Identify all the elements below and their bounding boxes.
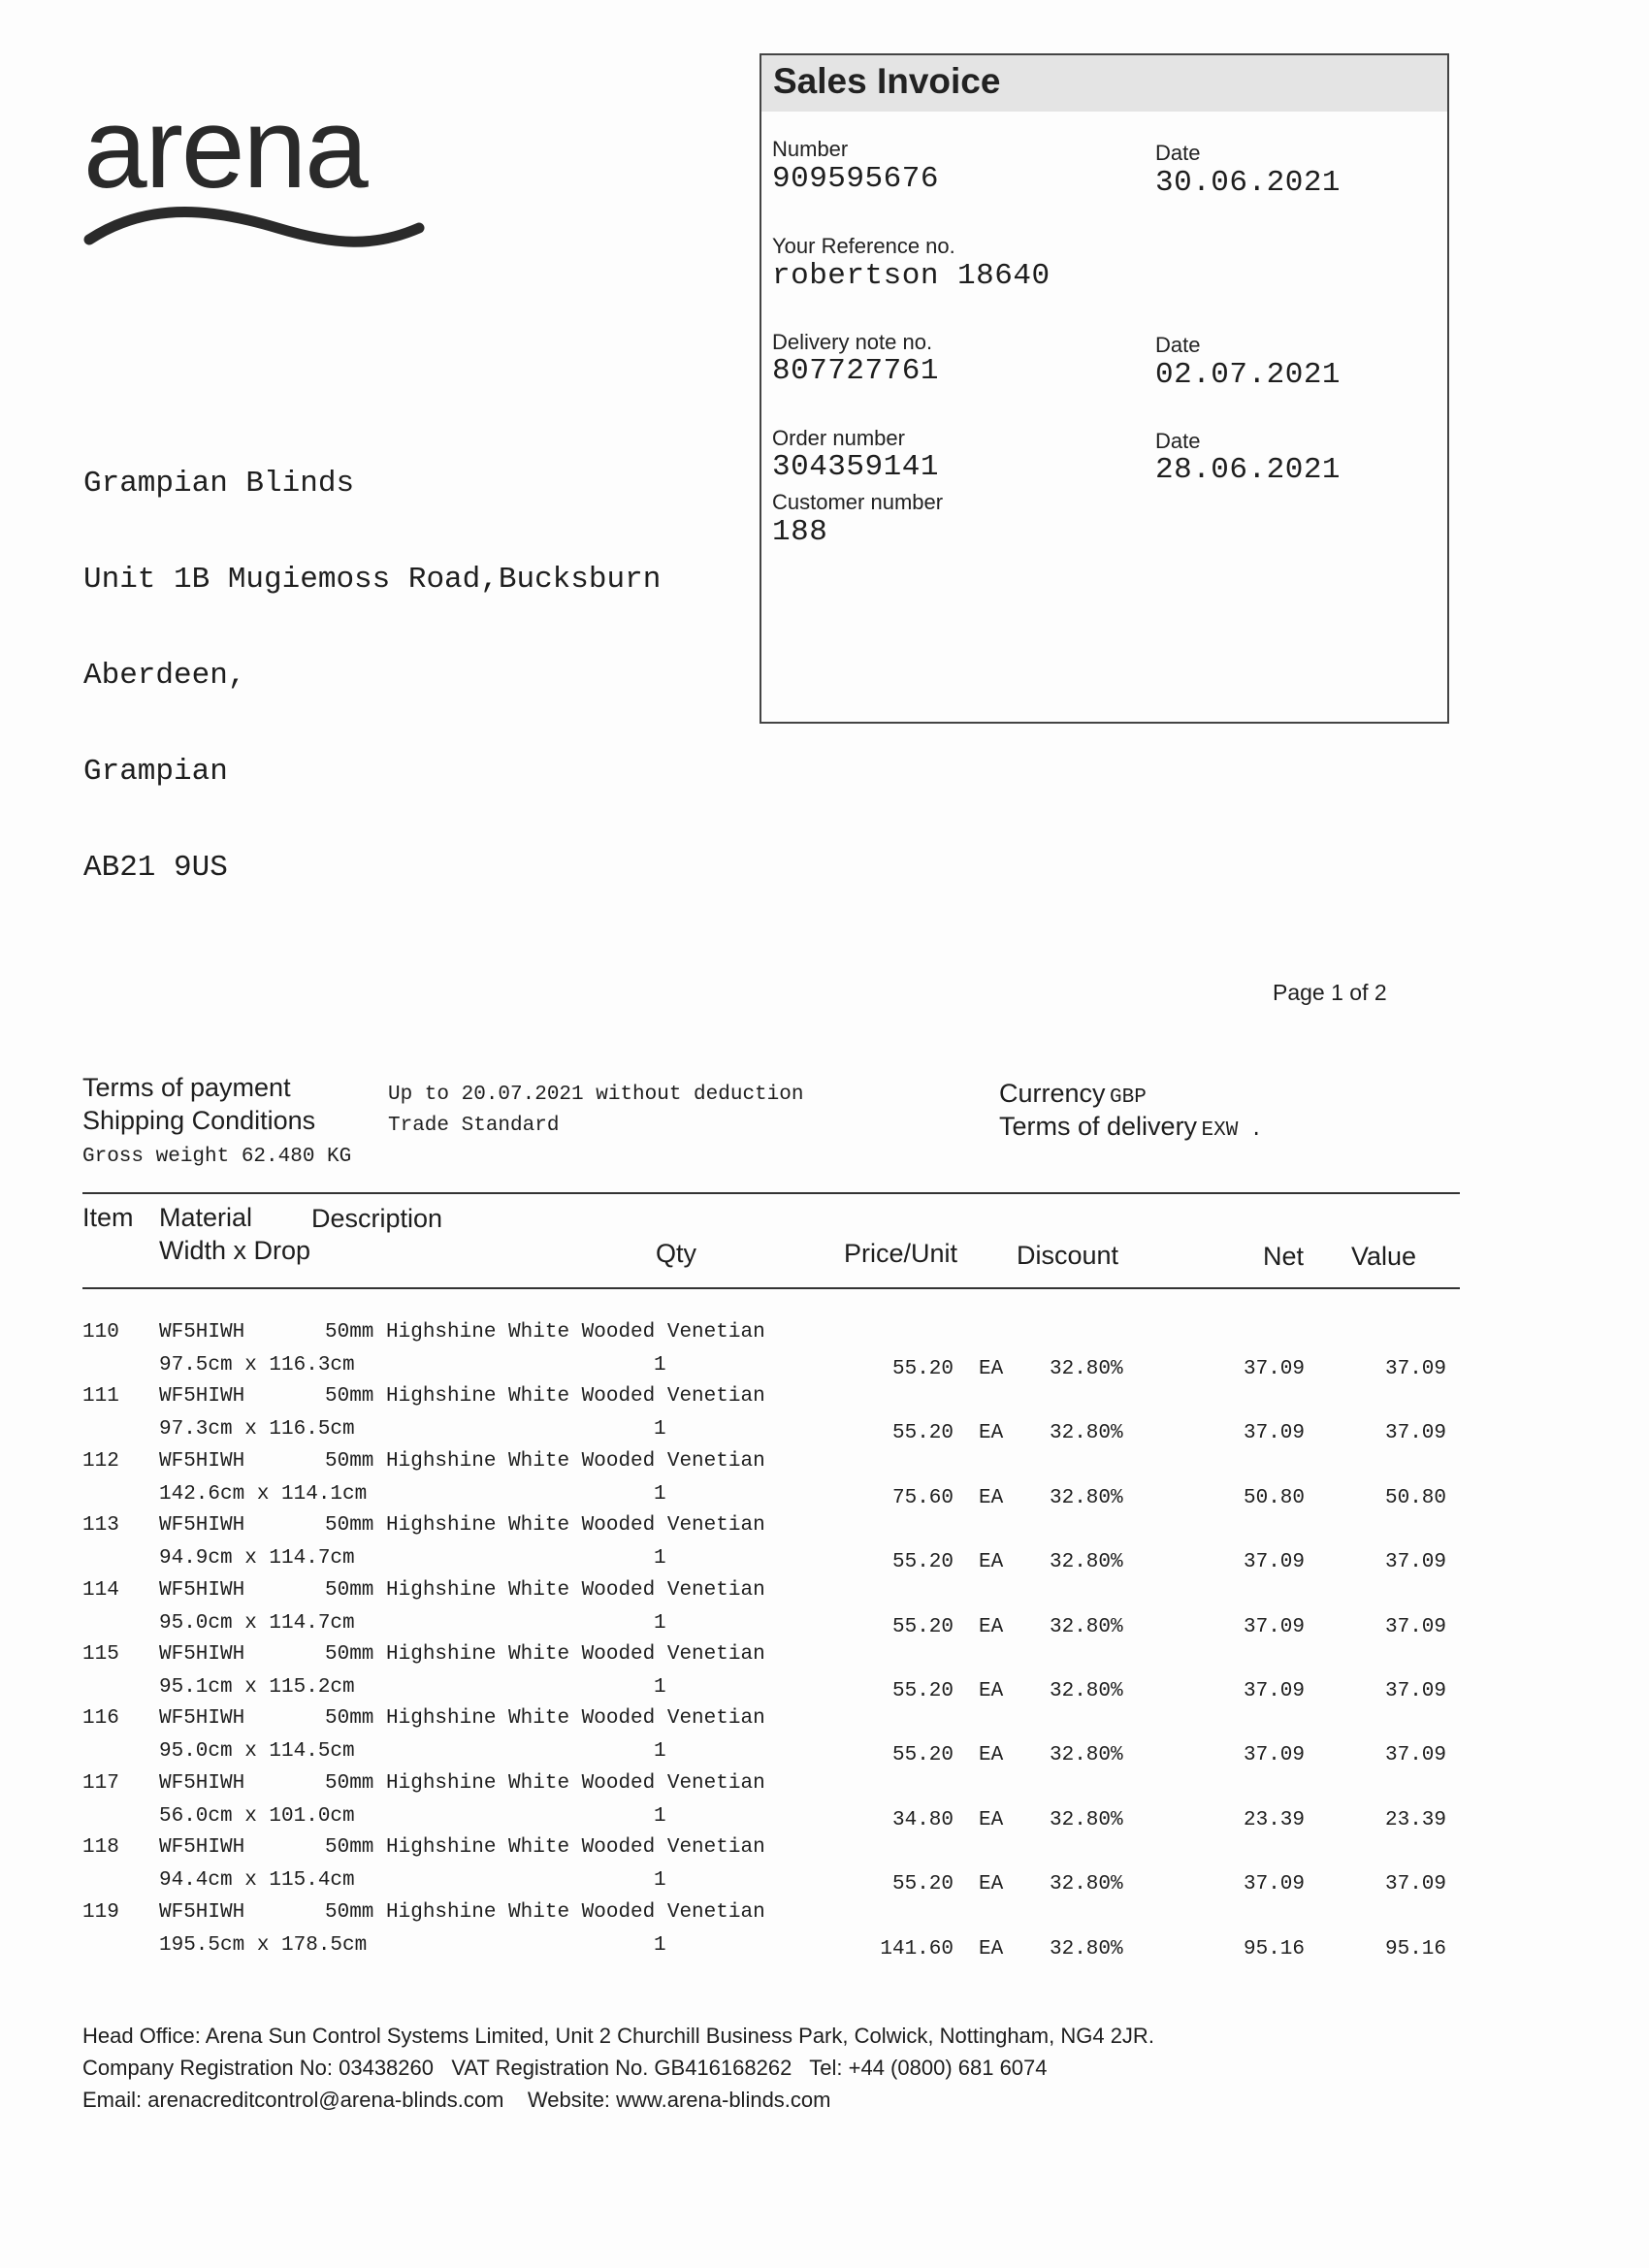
description: 50mm Highshine White Wooded Venetian — [325, 1578, 765, 1602]
item-number: 112 — [82, 1449, 119, 1473]
discount: 32.80% — [1050, 1937, 1123, 1960]
unit: EA — [979, 1358, 1004, 1380]
width-drop: 94.4cm x 115.4cm — [159, 1869, 355, 1893]
footer-registration: Company Registration No: 03438260 VAT Registration No. GB416168262 Tel: +44 (0800) 681 6074 — [82, 2056, 1048, 2080]
net-price: 37.09 — [1243, 1744, 1305, 1767]
net-price: 37.09 — [1243, 1615, 1305, 1638]
material-code: WF5HIWH — [159, 1643, 245, 1666]
unit: EA — [979, 1937, 1004, 1960]
unit-price: 55.20 — [891, 1680, 954, 1702]
payment-terms-value: Up to 20.07.2021 without deduction — [388, 1084, 804, 1106]
unit-price: 55.20 — [891, 1358, 954, 1380]
discount: 32.80% — [1050, 1808, 1123, 1831]
description: 50mm Highshine White Wooded Venetian — [325, 1771, 765, 1795]
line-value: 37.09 — [1384, 1358, 1446, 1380]
order-number: 304359141 — [772, 450, 939, 484]
unit-price: 55.20 — [891, 1615, 954, 1638]
payment-terms-label: Terms of payment — [82, 1073, 291, 1102]
material-code: WF5HIWH — [159, 1771, 245, 1795]
address-line: AB21 9US — [83, 851, 228, 885]
invoice-date: 30.06.2021 — [1155, 166, 1342, 200]
discount: 32.80% — [1050, 1486, 1123, 1509]
unit: EA — [979, 1873, 1004, 1896]
item-number: 118 — [82, 1836, 119, 1860]
unit: EA — [979, 1486, 1004, 1509]
width-drop: 142.6cm x 114.1cm — [159, 1482, 368, 1506]
divider — [82, 1287, 1460, 1289]
line-value: 23.39 — [1384, 1808, 1446, 1831]
unit-price: 141.60 — [880, 1937, 954, 1960]
net-price: 37.09 — [1243, 1873, 1305, 1896]
gross-weight: Gross weight 62.480 KG — [82, 1146, 352, 1168]
quantity: 1 — [654, 1482, 666, 1506]
customer-number: 188 — [772, 515, 828, 549]
quantity: 1 — [654, 1869, 666, 1893]
reference-value: robertson 18640 — [772, 259, 1051, 293]
description: 50mm Highshine White Wooded Venetian — [325, 1321, 765, 1344]
quantity: 1 — [654, 1933, 666, 1957]
discount: 32.80% — [1050, 1422, 1123, 1445]
currency-label: Currency — [999, 1079, 1106, 1108]
discount: 32.80% — [1050, 1680, 1123, 1702]
quantity: 1 — [654, 1804, 666, 1828]
discount: 32.80% — [1050, 1551, 1123, 1574]
material-code: WF5HIWH — [159, 1836, 245, 1860]
line-value: 95.16 — [1384, 1937, 1446, 1960]
line-value: 50.80 — [1384, 1486, 1446, 1509]
width-drop: 56.0cm x 101.0cm — [159, 1804, 355, 1828]
item-number: 114 — [82, 1578, 119, 1602]
unit: EA — [979, 1551, 1004, 1574]
page-number: Page 1 of 2 — [1273, 980, 1387, 1005]
discount: 32.80% — [1050, 1615, 1123, 1638]
discount: 32.80% — [1050, 1873, 1123, 1896]
line-value: 37.09 — [1384, 1873, 1446, 1896]
invoice-details-box — [760, 53, 1449, 724]
number-label: Number — [772, 137, 849, 161]
terms-of-delivery — [999, 1112, 1263, 1142]
quantity: 1 — [654, 1676, 666, 1699]
quantity: 1 — [654, 1354, 666, 1377]
description: 50mm Highshine White Wooded Venetian — [325, 1514, 765, 1538]
material-code: WF5HIWH — [159, 1578, 245, 1602]
description: 50mm Highshine White Wooded Venetian — [325, 1643, 765, 1666]
net-price: 37.09 — [1243, 1422, 1305, 1445]
unit-price: 34.80 — [891, 1808, 954, 1831]
description: 50mm Highshine White Wooded Venetian — [325, 1707, 765, 1731]
discount: 32.80% — [1050, 1744, 1123, 1767]
line-value: 37.09 — [1384, 1744, 1446, 1767]
quantity: 1 — [654, 1418, 666, 1442]
material-code: WF5HIWH — [159, 1385, 245, 1409]
width-drop: 97.5cm x 116.3cm — [159, 1354, 355, 1377]
order-number-label: Order number — [772, 426, 905, 450]
width-drop: 95.1cm x 115.2cm — [159, 1676, 355, 1699]
width-drop: 195.5cm x 178.5cm — [159, 1933, 368, 1957]
net-price: 37.09 — [1243, 1358, 1305, 1380]
shipping-conditions-value: Trade Standard — [388, 1115, 560, 1137]
item-number: 113 — [82, 1514, 119, 1538]
unit: EA — [979, 1422, 1004, 1445]
footer-head-office: Head Office: Arena Sun Control Systems Limited, Unit 2 Churchill Business Park, Colwick, Nottingham, NG4 2JR. — [82, 2024, 1154, 2048]
item-number: 116 — [82, 1707, 119, 1731]
delivery-terms-value: EXW . — [1201, 1119, 1263, 1142]
reference-label: Your Reference no. — [772, 234, 955, 258]
unit-price: 55.20 — [891, 1744, 954, 1767]
header-net: Net — [1263, 1242, 1305, 1271]
shipping-conditions-label: Shipping Conditions — [82, 1106, 316, 1135]
material-code: WF5HIWH — [159, 1321, 245, 1344]
delivery-note-number: 807727761 — [772, 354, 939, 388]
quantity: 1 — [654, 1547, 666, 1571]
width-drop: 94.9cm x 114.7cm — [159, 1547, 355, 1571]
width-drop: 97.3cm x 116.5cm — [159, 1418, 355, 1442]
unit: EA — [979, 1744, 1004, 1767]
discount: 32.80% — [1050, 1358, 1123, 1380]
header-qty: Qty — [656, 1239, 697, 1268]
quantity: 1 — [654, 1611, 666, 1635]
currency — [999, 1079, 1147, 1109]
delivery-date: 02.07.2021 — [1155, 358, 1342, 392]
line-value: 37.09 — [1384, 1615, 1446, 1638]
net-price: 37.09 — [1243, 1551, 1305, 1574]
unit-price: 55.20 — [891, 1422, 954, 1445]
header-value: Value — [1351, 1242, 1417, 1271]
unit: EA — [979, 1615, 1004, 1638]
item-number: 110 — [82, 1321, 119, 1344]
address-line: Grampian Blinds — [83, 467, 355, 501]
order-date: 28.06.2021 — [1155, 453, 1342, 487]
unit-price: 75.60 — [891, 1486, 954, 1509]
unit: EA — [979, 1680, 1004, 1702]
currency-value: GBP — [1109, 1086, 1147, 1109]
net-price: 23.39 — [1243, 1808, 1305, 1831]
unit-price: 55.20 — [891, 1873, 954, 1896]
material-code: WF5HIWH — [159, 1449, 245, 1473]
date-label: Date — [1155, 333, 1201, 357]
header-width-drop: Width x Drop — [159, 1236, 311, 1265]
width-drop: 95.0cm x 114.5cm — [159, 1740, 355, 1764]
material-code: WF5HIWH — [159, 1514, 245, 1538]
footer-contact: Email: arenacreditcontrol@arena-blinds.com Website: www.arena-blinds.com — [82, 2088, 831, 2112]
customer-number-label: Customer number — [772, 490, 944, 514]
quantity: 1 — [654, 1740, 666, 1764]
address-line: Unit 1B Mugiemoss Road,Bucksburn — [83, 563, 662, 597]
description: 50mm Highshine White Wooded Venetian — [325, 1385, 765, 1409]
arena-logo — [83, 102, 433, 257]
net-price: 95.16 — [1243, 1937, 1305, 1960]
delivery-terms-label: Terms of delivery — [999, 1112, 1198, 1141]
customer-address — [83, 404, 661, 916]
address-line: Grampian — [83, 755, 228, 789]
header-material: Material — [159, 1203, 253, 1232]
line-value: 37.09 — [1384, 1680, 1446, 1702]
width-drop: 95.0cm x 114.7cm — [159, 1611, 355, 1635]
invoice-header — [761, 55, 1447, 112]
material-code: WF5HIWH — [159, 1900, 245, 1924]
date-label: Date — [1155, 429, 1201, 453]
delivery-note-label: Delivery note no. — [772, 330, 933, 354]
description: 50mm Highshine White Wooded Venetian — [325, 1836, 765, 1860]
description: 50mm Highshine White Wooded Venetian — [325, 1900, 765, 1924]
line-value: 37.09 — [1384, 1551, 1446, 1574]
net-price: 50.80 — [1243, 1486, 1305, 1509]
invoice-title: Sales Invoice — [773, 61, 1001, 101]
description: 50mm Highshine White Wooded Venetian — [325, 1449, 765, 1473]
invoice-number: 909595676 — [772, 162, 939, 196]
divider — [82, 1192, 1460, 1194]
date-label: Date — [1155, 141, 1201, 165]
unit-price: 55.20 — [891, 1551, 954, 1574]
unit: EA — [979, 1808, 1004, 1831]
net-price: 37.09 — [1243, 1680, 1305, 1702]
item-number: 119 — [82, 1900, 119, 1924]
header-discount: Discount — [1017, 1241, 1119, 1270]
header-price-unit: Price/Unit — [844, 1239, 958, 1268]
address-line: Aberdeen, — [83, 659, 246, 693]
material-code: WF5HIWH — [159, 1707, 245, 1731]
line-value: 37.09 — [1384, 1422, 1446, 1445]
header-description: Description — [311, 1204, 443, 1233]
item-number: 115 — [82, 1643, 119, 1666]
logo-text: arena — [83, 102, 367, 212]
item-number: 111 — [82, 1385, 119, 1409]
item-number: 117 — [82, 1771, 119, 1795]
header-item: Item — [82, 1203, 134, 1232]
